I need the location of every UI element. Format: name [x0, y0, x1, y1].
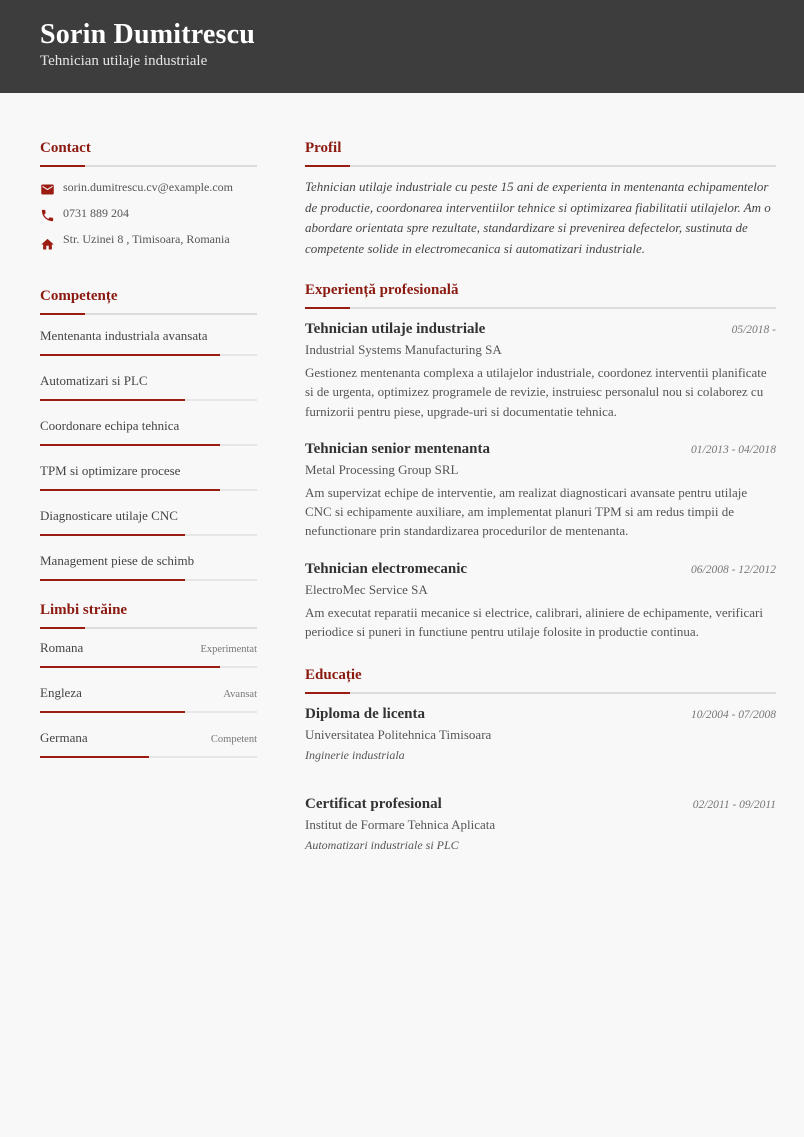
section-divider: [305, 692, 776, 694]
education-entry: [305, 794, 776, 854]
skill-bar: [40, 444, 257, 446]
skill-name: Automatizari si PLC: [40, 373, 148, 388]
divider-accent: [40, 313, 85, 315]
divider-accent: [40, 165, 85, 167]
divider-accent: [305, 165, 350, 167]
skill-item: [40, 324, 257, 356]
degree-title: Certificat profesional: [305, 796, 442, 813]
experience-entry: [305, 559, 776, 642]
home-icon: [40, 237, 55, 252]
skill-bar-fill: [40, 354, 220, 356]
language-level: Competent: [210, 734, 257, 745]
institution: Universitatea Politehnica Timisoara: [305, 727, 492, 743]
section-heading-languages: Limbi străine: [40, 602, 128, 618]
language-bar: [40, 756, 257, 758]
envelope-icon: [40, 182, 55, 197]
skill-bar: [40, 579, 257, 581]
language-level: Avansat: [223, 689, 257, 700]
skill-item: [40, 369, 257, 401]
specialization: Automatizari industriale si PLC: [305, 838, 459, 853]
skill-name: Mentenanta industriala avansata: [40, 328, 208, 343]
section-divider: [305, 165, 776, 167]
language-bar-fill: [40, 666, 220, 668]
main-content: [305, 138, 776, 870]
job-title: Tehnician utilaje industriale: [305, 321, 486, 337]
skill-bar-fill: [40, 399, 185, 401]
degree-title: Diploma de licenta: [305, 706, 425, 723]
skill-bar-fill: [40, 489, 220, 491]
phone-icon: [40, 208, 55, 223]
section-heading-contact: Contact: [40, 140, 91, 156]
degree-date: 02/2011 - 09/2011: [692, 799, 776, 812]
job-company: ElectroMec Service SA: [305, 581, 428, 597]
job-description: Am executat reparatii mecanice si electrice, calibrari, aliniere de echipamente, verificari periodice si puneri in functiune pentru utilaje folosite in productie continua.: [305, 604, 763, 640]
skill-bar-fill: [40, 534, 185, 536]
candidate-title: Tehnician utilaje industriale: [40, 53, 208, 69]
profile-section: [305, 138, 776, 259]
skill-item: [40, 459, 257, 491]
language-item: [40, 636, 257, 668]
skill-item: [40, 414, 257, 446]
skill-name: Coordonare echipa tehnica: [40, 418, 180, 433]
skill-bar-fill: [40, 579, 185, 581]
section-divider: [40, 313, 257, 315]
skill-bar: [40, 534, 257, 536]
skill-bar: [40, 354, 257, 356]
skill-bar-fill: [40, 444, 220, 446]
section-heading-experience: Experiență profesională: [305, 282, 459, 298]
language-item: [40, 681, 257, 713]
resume-header: [0, 0, 804, 93]
contact-phone[interactable]: [40, 205, 257, 223]
language-name: Engleza: [40, 685, 82, 700]
experience-entry: [305, 319, 776, 421]
contact-email[interactable]: [40, 179, 257, 197]
job-date: 01/2013 - 04/2018: [691, 443, 776, 456]
language-bar-fill: [40, 711, 185, 713]
experience-entry: [305, 439, 776, 541]
skill-bar: [40, 489, 257, 491]
contact-address-text: Str. Uzinei 8 , Timisoara, Romania: [63, 232, 230, 246]
skill-bar: [40, 399, 257, 401]
job-date: 05/2018 -: [731, 324, 776, 336]
specialization: Inginerie industriala: [305, 748, 405, 763]
sidebar: [40, 138, 257, 771]
language-bar: [40, 711, 257, 713]
job-title: Tehnician senior mentenanta: [305, 440, 491, 457]
education-entry: [305, 704, 776, 764]
skill-name: Diagnosticare utilaje CNC: [40, 508, 178, 523]
candidate-name: Sorin Dumitrescu: [40, 19, 256, 50]
language-bar: [40, 666, 257, 668]
job-title: Tehnician electromecanic: [305, 560, 468, 577]
institution: Institut de Formare Tehnica Aplicata: [305, 817, 496, 833]
section-heading-profile: Profil: [305, 140, 342, 156]
job-company: Industrial Systems Manufacturing SA: [305, 342, 502, 357]
language-item: [40, 726, 257, 758]
languages-section: [40, 600, 257, 758]
divider-accent: [305, 692, 350, 694]
skill-name: TPM si optimizare procese: [40, 463, 181, 478]
experience-section: [305, 280, 776, 641]
section-heading-education: Educație: [305, 667, 362, 684]
skill-item: [40, 549, 257, 581]
education-section: [305, 665, 776, 854]
section-heading-skills: Competențe: [40, 288, 118, 304]
contact-section: [40, 138, 257, 252]
job-description: Am supervizat echipe de interventie, am realizat diagnosticari avansate pentru utilaje CNC si echipamente auxiliare, am implementat planuri TPM si am redus timpii de nefunctionare prin standardizarea procedurilor de mentenanta.: [305, 484, 748, 539]
section-divider: [40, 165, 257, 167]
contact-address: [40, 231, 257, 252]
skills-section: [40, 286, 257, 581]
degree-date: 10/2004 - 07/2008: [691, 709, 776, 722]
language-bar-fill: [40, 756, 149, 758]
language-level: Experimentat: [200, 644, 257, 655]
contact-email-text[interactable]: sorin.dumitrescu.cv@example.com: [63, 180, 234, 194]
skill-name: Management piese de schimb: [40, 553, 195, 568]
job-company: Metal Processing Group SRL: [305, 461, 459, 477]
section-divider: [305, 307, 776, 309]
job-description: Gestionez mentenanta complexa a utilajelor industriale, coordonez interventii planificate si de urgenta, optimizez programele de revizie, instruiesc personalul nou si colaborez cu furnizorii pentru piese, upgrade-uri si documentatie tehnica.: [305, 365, 767, 419]
section-divider: [40, 627, 257, 629]
job-date: 06/2008 - 12/2012: [691, 563, 776, 576]
divider-accent: [305, 307, 350, 309]
skill-item: [40, 504, 257, 536]
language-name: Romana: [40, 640, 84, 655]
divider-accent: [40, 627, 85, 629]
contact-phone-text[interactable]: 0731 889 204: [63, 206, 129, 220]
profile-summary: Tehnician utilaje industriale cu peste 15 ani de experienta in mentenanta echipamentelor de productie, coordonarea interventiilor tehnice si optimizarea fiabilitatii utilajelor. Am o abordare orientata spre rezultate, standardizare si prevenirea defectelor, sustinuta de competente solide in electromecanica si automatizari industriale.: [305, 179, 771, 256]
language-name: Germana: [40, 730, 88, 745]
